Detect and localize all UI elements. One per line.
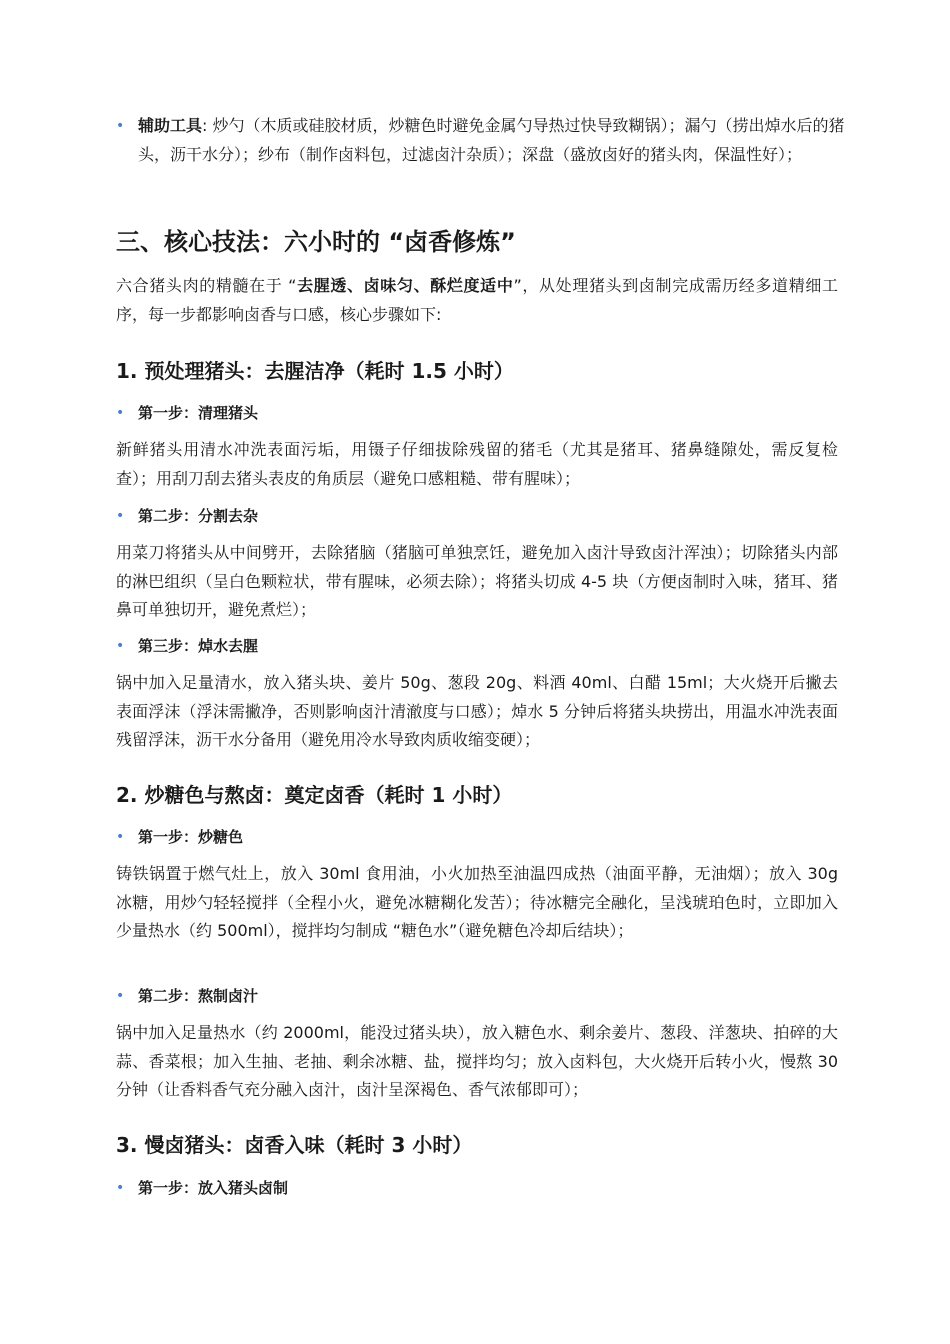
bullet-icon: •: [116, 829, 125, 845]
step-label: [116, 634, 838, 658]
tool-item-label: 辅助工具: [138, 116, 203, 135]
subsection-heading-3: 3. 慢卤猪头：卤香入味（耗时 3 小时）: [116, 1133, 473, 1157]
step-label: [116, 825, 838, 849]
subsection-heading-2: 2. 炒糖色与熬卤：奠定卤香（耗时 1 小时）: [116, 783, 513, 807]
step-label: [116, 401, 838, 425]
subsection-heading-1: 1. 预处理猪头：去腥洁净（耗时 1.5 小时）: [116, 359, 514, 383]
step-label: [116, 984, 838, 1008]
intro-bold: 去腥透、卤味匀、酥烂度适中: [296, 276, 514, 295]
section-heading: 三、核心技法：六小时的 “卤香修炼”: [116, 228, 516, 256]
bullet-icon: •: [116, 988, 125, 1004]
bullet-icon: •: [116, 638, 125, 654]
intro-text-start: 六合猪头肉的精髓在于 “: [116, 276, 297, 295]
step-paragraph: 用菜刀将猪头从中间劈开，去除猪脑（猪脑可单独烹饪，避免加入卤汁导致卤汁浑浊）；切除猪头内部的淋巴组织（呈白色颗粒状，带有腥味，必须去除）；将猪头切成 4-5 块（方便卤制时入味，猪耳、猪鼻可单独切开，避免煮烂）；: [116, 543, 838, 619]
bullet-icon: •: [116, 118, 125, 134]
step-label: [116, 504, 838, 528]
bullet-icon: •: [116, 1180, 125, 1196]
step-label-text: 第一步：放入猪头卤制: [138, 1179, 289, 1197]
step-paragraph: 锅中加入足量清水，放入猪头块、姜片 50g、葱段 20g、料酒 40ml、白醋 15ml；大火烧开后撇去表面浮沫（浮沫需撇净，否则影响卤汁清澈度与口感）；焯水 5 分钟后将猪头块捞出，用温水冲洗表面残留浮沫，沥干水分备用（避免用冷水导致肉质收缩变硬）；: [116, 673, 838, 749]
step-label-text: 第三步：焯水去腥: [138, 637, 259, 655]
step-label-text: 第一步：炒糖色: [138, 828, 244, 846]
step-label-text: 第二步：熬制卤汁: [138, 987, 259, 1005]
bullet-icon: •: [116, 405, 125, 421]
step-paragraph: 新鲜猪头用清水冲洗表面污垢，用镊子仔细拔除残留的猪毛（尤其是猪耳、猪鼻缝隙处，需反复检查）；用刮刀刮去猪头表皮的角质层（避免口感粗糙、带有腥味）；: [116, 440, 838, 488]
step-paragraph: 铸铁锅置于燃气灶上，放入 30ml 食用油，小火加热至油温四成热（油面平静，无油烟）；放入 30g 冰糖，用炒勺轻轻搅拌（全程小火，避免冰糖糊化发苦）；待冰糖完全融化，呈浅琥珀色时，立即加入少量热水（约 500ml），搅拌均匀制成 “糖色水”（避免糖色冷却后结块）；: [116, 864, 838, 940]
step-label-text: 第二步：分割去杂: [138, 507, 259, 525]
step-paragraph: 锅中加入足量热水（约 2000ml，能没过猪头块），放入糖色水、剩余姜片、葱段、洋葱块、拍碎的大蒜、香菜根；加入生抽、老抽、剩余冰糖、盐，搅拌均匀；放入卤料包，大火烧开后转小火，慢熬 30 分钟（让香料香气充分融入卤汁，卤汁呈深褐色、香气浓郁即可）；: [116, 1023, 838, 1099]
tool-item-text: : 炒勺（木质或硅胶材质，炒糖色时避免金属勺导热过快导致糊锅）；漏勺（捞出焯水后的猪头，沥干水分）；纱布（制作卤料包，过滤卤汁杂质）；深盘（盛放卤好的猪头肉，保温性好）；: [138, 116, 845, 164]
bullet-icon: •: [116, 508, 125, 524]
step-label-text: 第一步：清理猪头: [138, 404, 259, 422]
tool-list-item: [116, 112, 860, 169]
step-label: [116, 1176, 838, 1200]
intro-text-end: ”，从处理猪头到卤制完成需历经多道精细工序，每一步都影响卤香与口感，核心步骤如下:: [116, 276, 838, 324]
section-intro: [116, 272, 838, 329]
